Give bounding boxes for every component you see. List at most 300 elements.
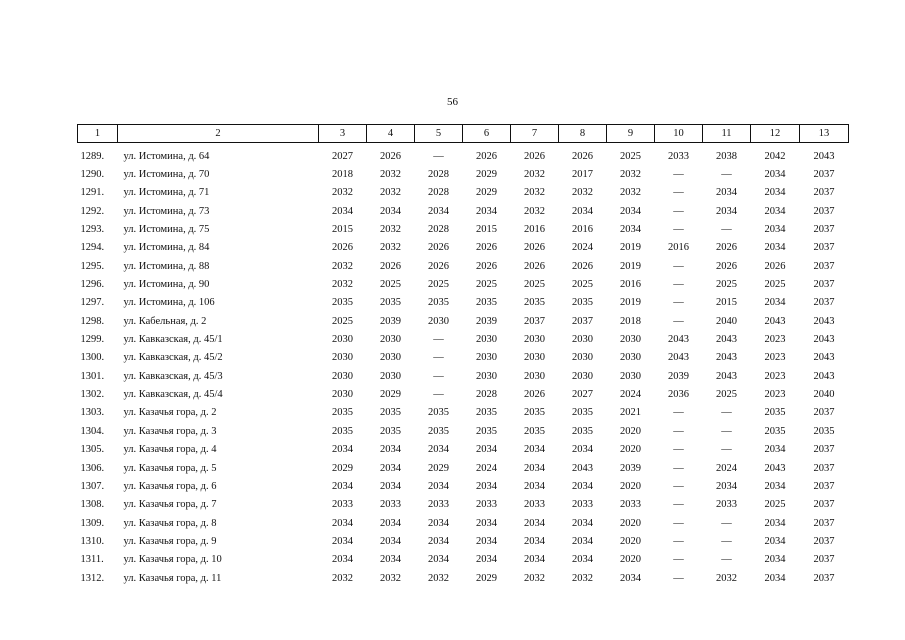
row-number: 1296. [80,279,105,291]
column-header-8: 8 [559,125,607,143]
year-cell: 2034 [716,480,737,492]
year-cell: 2034 [380,480,401,492]
column-header-13: 13 [800,125,849,143]
row-number: 1291. [80,187,105,199]
table-row [78,422,849,440]
year-cell: 2032 [380,242,401,254]
year-cell: 2034 [764,517,786,529]
table-row [78,477,849,495]
year-cell: 2033 [620,499,641,511]
year-cell: 2034 [332,554,353,566]
year-cell: 2043 [813,370,835,382]
year-cell: 2029 [380,389,401,401]
year-cell: 2030 [332,389,353,401]
year-cell: 2043 [813,334,835,346]
year-cell: 2032 [620,187,641,199]
year-cell: 2034 [764,224,786,236]
table-row [78,404,849,422]
year-cell: 2032 [332,260,353,272]
year-cell: 2037 [813,499,835,511]
year-cell: 2026 [524,260,545,272]
address-cell: ул. Казачья гора, д. 8 [123,517,217,529]
year-cell: 2039 [380,315,401,327]
year-cell: 2034 [764,242,786,254]
address-cell: ул. Кавказская, д. 45/2 [123,352,223,364]
year-cell: 2034 [476,480,497,492]
year-cell: 2017 [572,169,593,181]
year-cell: 2043 [572,462,593,474]
year-cell: 2037 [813,444,835,456]
year-cell: 2025 [332,315,353,327]
year-cell: 2040 [813,389,835,401]
year-cell: 2020 [620,517,641,529]
year-cell: 2030 [332,352,353,364]
year-cell: 2034 [332,535,353,547]
year-cell: 2035 [380,297,401,309]
year-cell: 2034 [524,462,545,474]
year-cell: 2032 [572,572,593,584]
row-number: 1293. [80,224,105,236]
address-cell: ул. Казачья гора, д. 5 [123,462,217,474]
year-cell: 2035 [476,297,497,309]
year-cell: 2026 [476,260,497,272]
year-cell: — [721,224,732,236]
year-cell: 2034 [716,187,737,199]
year-cell: 2030 [428,315,449,327]
year-cell: 2035 [332,297,353,309]
address-cell: ул. Истомина, д. 71 [123,187,210,199]
year-cell: 2032 [332,279,353,291]
year-cell: 2034 [428,554,449,566]
year-cell: 2034 [572,205,593,217]
column-header-5: 5 [415,125,463,143]
year-cell: 2027 [332,150,353,162]
column-header-4: 4 [367,125,415,143]
year-cell: 2037 [813,554,835,566]
year-cell: 2030 [572,334,593,346]
year-cell: 2026 [428,260,449,272]
year-cell: 2025 [620,150,641,162]
year-cell: 2035 [428,297,449,309]
year-cell: 2040 [716,315,737,327]
table-row [78,569,849,587]
row-number: 1297. [80,297,105,309]
year-cell: 2037 [813,224,835,236]
address-cell: ул. Кавказская, д. 45/1 [123,334,223,346]
table-row [78,294,849,312]
year-cell: 2028 [428,187,449,199]
row-number: 1298. [80,315,105,327]
year-cell: 2037 [813,407,835,419]
table-row [78,514,849,532]
column-header-11: 11 [703,125,751,143]
year-cell: 2021 [620,407,641,419]
year-cell: 2033 [428,499,449,511]
year-cell: 2034 [524,480,545,492]
year-cell: 2018 [620,315,641,327]
year-cell: 2034 [572,554,593,566]
year-cell: 2034 [524,554,545,566]
year-cell: 2026 [524,242,545,254]
year-cell: 2033 [380,499,401,511]
year-cell: 2034 [332,517,353,529]
column-header-9: 9 [607,125,655,143]
address-cell: ул. Истомина, д. 90 [123,279,210,291]
year-cell: 2037 [813,517,835,529]
data-table [77,124,849,587]
year-cell: 2037 [813,169,835,181]
year-cell: 2037 [813,260,835,272]
year-cell: — [673,407,684,419]
row-number: 1294. [80,242,105,254]
year-cell: 2034 [524,517,545,529]
year-cell: 2034 [332,444,353,456]
year-cell: 2043 [813,352,835,364]
year-cell: — [673,444,684,456]
year-cell: 2033 [524,499,545,511]
address-cell: ул. Казачья гора, д. 3 [123,425,217,437]
row-number: 1311. [80,554,104,566]
address-cell: ул. Казачья гора, д. 4 [123,444,217,456]
year-cell: 2035 [764,407,786,419]
year-cell: 2016 [620,279,641,291]
address-cell: ул. Казачья гора, д. 10 [123,554,222,566]
year-cell: 2018 [332,169,353,181]
year-cell: 2024 [716,462,737,474]
year-cell: 2035 [332,425,353,437]
year-cell: — [673,260,684,272]
year-cell: 2029 [476,187,497,199]
year-cell: 2035 [813,425,835,437]
year-cell: 2043 [668,334,689,346]
year-cell: 2043 [813,150,835,162]
year-cell: 2019 [620,297,641,309]
year-cell: — [673,499,684,511]
year-cell: 2020 [620,535,641,547]
year-cell: 2034 [380,535,401,547]
year-cell: 2025 [716,279,737,291]
table-row [78,551,849,569]
year-cell: 2032 [332,187,353,199]
address-cell: ул. Казачья гора, д. 9 [123,535,217,547]
year-cell: 2023 [764,370,786,382]
year-cell: 2034 [428,205,449,217]
year-cell: 2039 [620,462,641,474]
year-cell: 2025 [524,279,545,291]
year-cell: 2034 [332,205,353,217]
year-cell: 2034 [428,517,449,529]
year-cell: 2042 [764,150,786,162]
table-row [78,532,849,550]
table-row [78,349,849,367]
year-cell: 2034 [476,535,497,547]
year-cell: 2034 [620,205,641,217]
year-cell: 2030 [476,370,497,382]
year-cell: — [721,444,732,456]
year-cell: 2034 [476,205,497,217]
year-cell: — [673,535,684,547]
year-cell: — [673,425,684,437]
table-row [78,165,849,183]
year-cell: 2030 [524,334,545,346]
row-number: 1299. [80,334,105,346]
year-cell: 2030 [524,352,545,364]
year-cell: 2026 [764,260,786,272]
year-cell: 2043 [716,370,737,382]
year-cell: 2032 [380,224,401,236]
year-cell: 2020 [620,425,641,437]
year-cell: 2034 [380,517,401,529]
year-cell: 2035 [332,407,353,419]
year-cell: 2034 [764,297,786,309]
year-cell: — [433,389,444,401]
year-cell: 2028 [428,224,449,236]
year-cell: 2026 [476,242,497,254]
table-row [78,143,849,166]
year-cell: 2030 [524,370,545,382]
year-cell: 2030 [332,334,353,346]
year-cell: 2030 [476,352,497,364]
column-header-1: 1 [78,125,118,143]
year-cell: 2034 [572,535,593,547]
table-row [78,385,849,403]
year-cell: 2028 [428,169,449,181]
year-cell: 2030 [572,370,593,382]
year-cell: 2034 [620,572,641,584]
year-cell: 2015 [716,297,737,309]
year-cell: 2026 [716,242,737,254]
year-cell: 2033 [332,499,353,511]
year-cell: 2024 [476,462,497,474]
year-cell: 2023 [764,352,786,364]
table-row [78,367,849,385]
year-cell: — [433,370,444,382]
year-cell: 2030 [620,334,641,346]
address-cell: ул. Казачья гора, д. 2 [123,407,217,419]
year-cell: 2032 [428,572,449,584]
year-cell: 2034 [764,169,786,181]
column-header-7: 7 [511,125,559,143]
year-cell: — [433,150,444,162]
year-cell: 2037 [813,480,835,492]
table-row [78,459,849,477]
column-header-12: 12 [751,125,800,143]
year-cell: 2026 [332,242,353,254]
year-cell: 2030 [380,352,401,364]
year-cell: 2034 [380,444,401,456]
year-cell: 2035 [524,425,545,437]
year-cell: — [673,554,684,566]
year-cell: 2034 [764,572,786,584]
year-cell: 2035 [380,407,401,419]
year-cell: 2034 [380,205,401,217]
address-cell: ул. Истомина, д. 106 [123,297,215,309]
year-cell: — [673,517,684,529]
table-row [78,257,849,275]
row-number: 1309. [80,517,105,529]
column-header-10: 10 [655,125,703,143]
year-cell: — [673,187,684,199]
year-cell: 2032 [380,572,401,584]
column-header-3: 3 [319,125,367,143]
year-cell: 2036 [668,389,689,401]
year-cell: 2030 [380,334,401,346]
row-number: 1292. [80,205,105,217]
year-cell: 2037 [572,315,593,327]
year-cell: 2035 [572,407,593,419]
year-cell: 2043 [764,315,786,327]
address-cell: ул. Истомина, д. 84 [123,242,210,254]
row-number: 1305. [80,444,105,456]
year-cell: — [673,279,684,291]
year-cell: 2037 [813,297,835,309]
year-cell: 2043 [716,334,737,346]
year-cell: 2029 [428,462,449,474]
year-cell: 2026 [572,260,593,272]
row-number: 1295. [80,260,105,272]
year-cell: 2037 [813,462,835,474]
year-cell: 2034 [764,187,786,199]
year-cell: 2026 [524,150,545,162]
year-cell: 2016 [668,242,689,254]
row-number: 1301. [80,370,105,382]
year-cell: 2037 [813,535,835,547]
year-cell: 2020 [620,480,641,492]
year-cell: 2032 [620,169,641,181]
year-cell: — [673,169,684,181]
address-cell: ул. Истомина, д. 73 [123,205,210,217]
table-row [78,312,849,330]
address-cell: ул. Истомина, д. 70 [123,169,210,181]
year-cell: 2024 [620,389,641,401]
year-cell: 2034 [764,444,786,456]
year-cell: 2029 [476,572,497,584]
year-cell: 2030 [332,370,353,382]
year-cell: 2035 [380,425,401,437]
year-cell: — [721,169,732,181]
year-cell: 2015 [476,224,497,236]
table-row [78,496,849,514]
year-cell: — [721,535,732,547]
year-cell: 2026 [380,260,401,272]
table-row [78,275,849,293]
year-cell: 2030 [380,370,401,382]
table-row [78,441,849,459]
year-cell: — [673,572,684,584]
year-cell: 2035 [524,407,545,419]
year-cell: 2039 [476,315,497,327]
year-cell: 2034 [380,462,401,474]
address-cell: ул. Казачья гора, д. 6 [123,480,217,492]
year-cell: 2037 [813,205,835,217]
address-cell: ул. Истомина, д. 88 [123,260,210,272]
year-cell: 2034 [764,205,786,217]
year-cell: 2034 [332,480,353,492]
year-cell: 2034 [764,480,786,492]
year-cell: 2032 [380,187,401,199]
year-cell: 2034 [428,535,449,547]
year-cell: 2034 [572,517,593,529]
year-cell: 2034 [476,517,497,529]
year-cell: 2033 [572,499,593,511]
year-cell: 2034 [380,554,401,566]
year-cell: 2016 [524,224,545,236]
table-header [78,125,849,143]
table-row [78,239,849,257]
year-cell: 2037 [813,242,835,254]
year-cell: 2032 [524,205,545,217]
year-cell: 2043 [764,462,786,474]
year-cell: — [721,554,732,566]
year-cell: 2037 [813,572,835,584]
year-cell: 2024 [572,242,593,254]
column-header-6: 6 [463,125,511,143]
row-number: 1303. [80,407,105,419]
year-cell: 2043 [813,315,835,327]
year-cell: 2019 [620,242,641,254]
page-number: 56 [447,96,458,108]
year-cell: 2032 [572,187,593,199]
year-cell: 2033 [668,150,689,162]
year-cell: 2025 [764,279,786,291]
year-cell: — [673,205,684,217]
year-cell: 2032 [716,572,737,584]
year-cell: 2034 [716,205,737,217]
row-number: 1300. [80,352,105,364]
row-number: 1304. [80,425,105,437]
year-cell: — [721,407,732,419]
year-cell: 2026 [524,389,545,401]
row-number: 1290. [80,169,105,181]
year-cell: 2025 [476,279,497,291]
year-cell: — [433,352,444,364]
year-cell: 2023 [764,334,786,346]
year-cell: 2034 [476,554,497,566]
year-cell: 2034 [572,444,593,456]
row-number: 1310. [80,535,105,547]
year-cell: 2026 [476,150,497,162]
year-cell: 2032 [380,169,401,181]
year-cell: 2033 [716,499,737,511]
year-cell: 2032 [524,169,545,181]
year-cell: 2032 [524,187,545,199]
year-cell: 2026 [380,150,401,162]
address-cell: ул. Казачья гора, д. 7 [123,499,217,511]
year-cell: 2034 [428,480,449,492]
address-cell: ул. Кабельная, д. 2 [123,315,207,327]
row-number: 1307. [80,480,105,492]
year-cell: 2016 [572,224,593,236]
year-cell: 2030 [476,334,497,346]
table-row [78,220,849,238]
year-cell: 2043 [716,352,737,364]
year-cell: 2035 [764,425,786,437]
year-cell: 2020 [620,554,641,566]
year-cell: — [673,462,684,474]
year-cell: 2029 [332,462,353,474]
year-cell: 2034 [764,535,786,547]
year-cell: 2025 [716,389,737,401]
year-cell: 2038 [716,150,737,162]
year-cell: 2027 [572,389,593,401]
year-cell: 2032 [524,572,545,584]
year-cell: 2025 [572,279,593,291]
year-cell: 2035 [476,425,497,437]
year-cell: 2026 [716,260,737,272]
year-cell: 2037 [813,187,835,199]
year-cell: — [721,425,732,437]
row-number: 1302. [80,389,105,401]
